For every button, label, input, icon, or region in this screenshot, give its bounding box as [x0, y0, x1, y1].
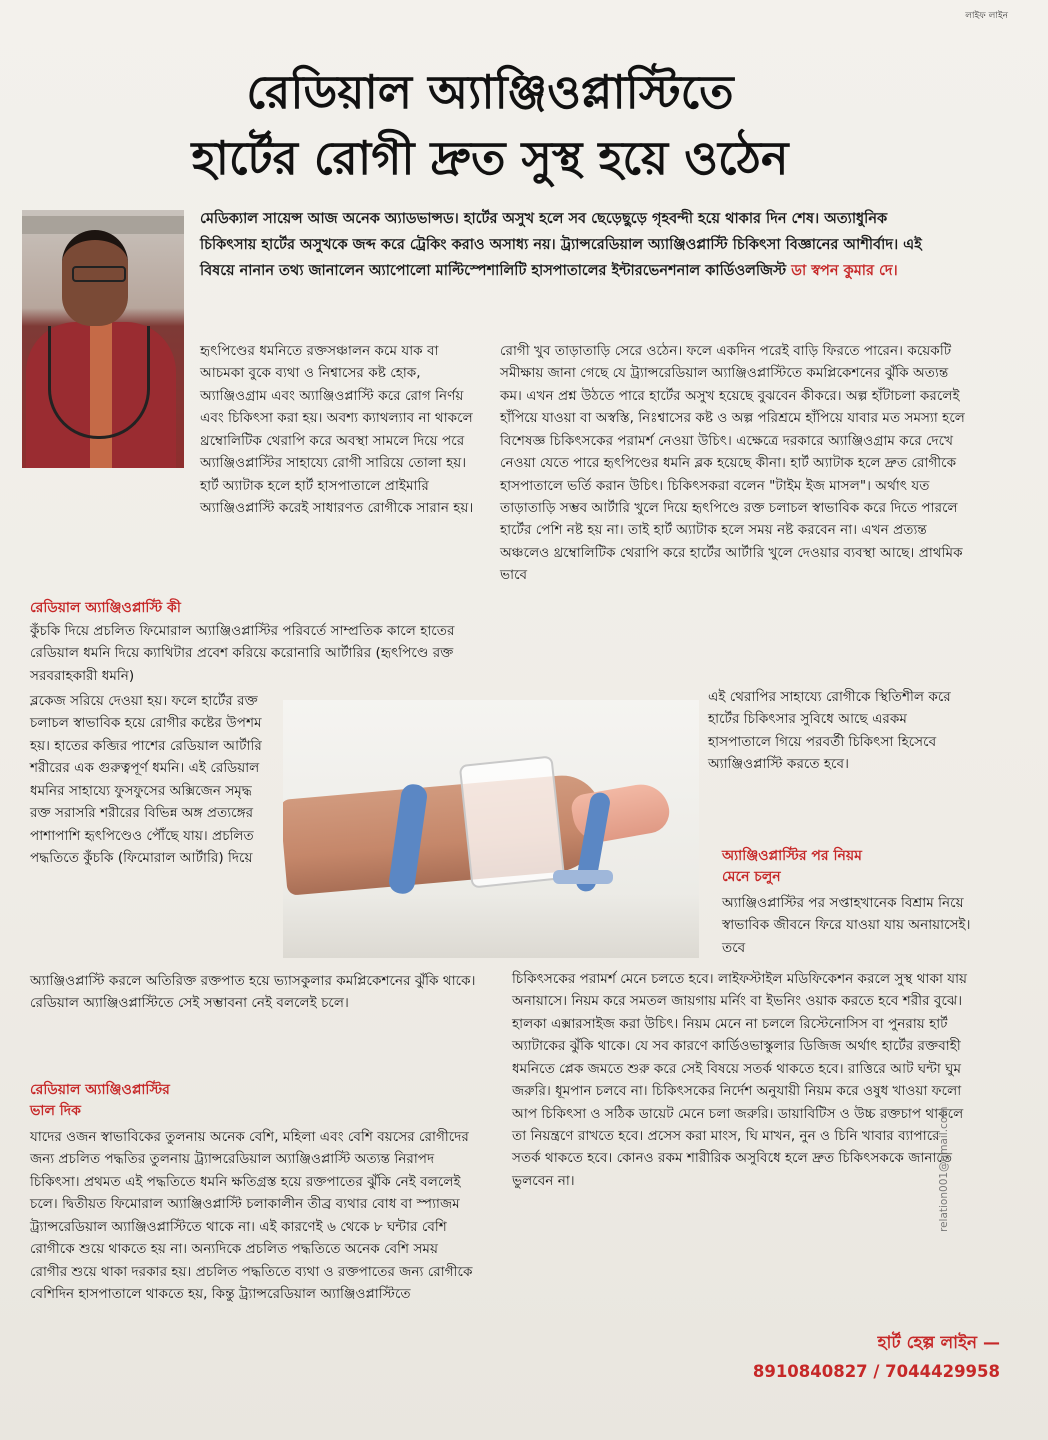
stethoscope-icon: [48, 326, 150, 439]
right-para-2a-block: [722, 892, 972, 959]
heading-aftercare: [722, 846, 972, 888]
heading-what-is: রেডিয়াল অ্যাঞ্জিওপ্লাস্টি কী: [30, 600, 181, 616]
bandaged-wrist-photo: [283, 700, 699, 958]
left-para-2a: কুঁচকি দিয়ে প্রচলিত ফিমোরাল অ্যাঞ্জিওপ্লাস্টির পরিবর্তে সাম্প্রতিক কালে হাতের রেডিয়াল ধমনি দিয়ে ক্যাথিটার প্রবেশ করিয়ে করোনারি আর্টারির (হৃৎপিণ্ডে রক্ত সরবরাহকারী ধমনি): [30, 623, 455, 684]
email-watermark: relation001@gmail.com: [938, 1106, 950, 1232]
compression-device: [459, 755, 565, 888]
right-para-2a: অ্যাঞ্জিওপ্লাস্টির পর সপ্তাহখানেক বিশ্রাম নিয়ে স্বাভাবিক জীবনে ফিরে যাওয়া যায় অনায়াসেই। তবে: [722, 895, 971, 956]
heading-benefits-line-2: ভাল দিক: [30, 1103, 81, 1119]
left-para-1-top: [200, 340, 476, 519]
right-para-1b: এই থেরাপির সাহায্যে রোগীকে স্থিতিশীল করে হার্টের চিকিৎসার সুবিধে আছে এরকম হাসপাতালে গিয়ে পরবর্তী চিকিৎসা হিসেবে অ্যাঞ্জিওপ্লাস্টি করতে হবে।: [708, 689, 951, 773]
hand-support: [553, 870, 613, 884]
headline-line-2: হার্টের রোগী দ্রুত সুস্থ হয়ে ওঠেন: [191, 131, 789, 185]
doctor-photo: [22, 210, 184, 468]
intro-paragraph: [200, 206, 936, 284]
helpline-numbers: 8910840827 / 7044429958: [752, 1362, 1000, 1381]
intro-text: মেডিক্যাল সায়েন্স আজ অনেক অ্যাডভান্সড। হার্টের অসুখ হলে সব ছেড়েছুড়ে গৃহবন্দী হয়ে থাকার দিন শেষ। অত্যাধুনিক চিকিৎসায় হার্টের অসুখকে জব্দ করে ট্রেকিং করাও অসাধ্য নয়। ট্র্যান্সরেডিয়াল অ্যাঞ্জিওপ্লাস্টি চিকিৎসা বিজ্ঞানের আশীর্বাদ। এই বিষয়ে নানান তথ্য জানালেন অ্যাপোলো মাল্টিস্পেশালিটি হাসপাতালের ইন্টারভেনশনাল কার্ডিওলজিস্ট: [200, 211, 922, 280]
left-para-2c: অ্যাঞ্জিওপ্লাস্টি করলে অতিরিক্ত রক্তপাত হয়ে ভ্যাসকুলার কমপ্লিকেশনের ঝুঁকি থাকে। রেডিয়াল অ্যাঞ্জিওপ্লাস্টিতে সেই সম্ভাবনা নেই বললেই চলে।: [30, 973, 476, 1012]
page-section-tag: লাইফ লাইন: [965, 11, 1008, 21]
glasses-icon: [72, 266, 126, 282]
helpline-label: হার্ট হেল্প লাইন —: [877, 1333, 1000, 1353]
left-para-2b-block: [30, 690, 276, 869]
left-para-2a-block: [30, 620, 478, 687]
doctor-name: ডা স্বপন কুমার দে।: [791, 263, 898, 280]
right-para-1b-block: [708, 686, 970, 776]
left-para-1: হৃৎপিণ্ডের ধমনিতে রক্তসঞ্চালন কমে যাক বা আচমকা বুকে ব্যথা ও নিশ্বাসের কষ্ট হোক, অ্যাঞ্জিওগ্রাম এবং অ্যাঞ্জিওপ্লাস্টি করে রোগ নির্ণয় এবং চিকিৎসা করা হয়। অবশ্য ক্যাথল্যাব না থাকলে থ্রম্বোলিটিক থেরাপি করে অবস্থা সামলে দিয়ে পরে অ্যাঞ্জিওপ্লাস্টির সাহায্যে রোগী সারিয়ে তোলা হয়। হার্ট অ্যাটাক হলে হার্ট হাসপাতালে প্রাইমারি অ্যাঞ্জিওপ্লাস্টি করেই সাধারণত রোগীকে সারান হয়।: [200, 343, 474, 516]
left-para-3-block: [30, 1126, 478, 1305]
left-para-2b: ব্লকেজ সরিয়ে দেওয়া হয়। ফলে হার্টের রক্ত চলাচল স্বাভাবিক হয়ে রোগীর কষ্টের উপশম হয়। হাতের কব্জির পাশের রেডিয়াল আর্টারি শরীরের এক গুরুত্বপূর্ণ ধমনি। এই রেডিয়াল ধমনির সাহায্যে ফুসফুসের অক্সিজেন সমৃদ্ধ রক্ত সরাসরি শরীরের বিভিন্ন অঙ্গ প্রত্যঙ্গের পাশাপাশি হৃৎপিণ্ডেও পৌঁছে যায়। প্রচলিত পদ্ধতিতে কুঁচকি (ফিমোরাল আর্টারি) দিয়ে: [30, 693, 262, 866]
right-para-2b-block: [512, 968, 972, 1192]
helpline-box: [700, 1330, 1000, 1381]
left-para-2c-block: [30, 970, 478, 1015]
heading-aftercare-line-2: মেনে চলুন: [722, 869, 781, 885]
right-para-1: রোগী খুব তাড়াতাড়ি সেরে ওঠেন। ফলে একদিন পরেই বাড়ি ফিরতে পারেন। কয়েকটি সমীক্ষায় জানা গেছে যে ট্র্যান্সরেডিয়াল অ্যাঞ্জিওপ্লাস্টিতে কমপ্লিকেশনের ঝুঁকি অত্যন্ত কম। এখন প্রশ্ন উঠতে পারে হার্টের অসুখ হয়েছে বুঝবেন কীকরে। অল্প হাঁটাচলা করলেই হাঁপিয়ে যাওয়া বা অস্বস্তি, নিঃশ্বাসের কষ্ট ও অল্প পরিশ্রমে হাঁপিয়ে যাবার মত সমস্যা হলে বিশেষজ্ঞ চিকিৎসকের পরামর্শ নেওয়া উচিৎ। এক্ষেত্রে দরকারে অ্যাঞ্জিওগ্রাম করে দেখে নেওয়া যেতে পারে হৃৎপিণ্ডের ধমনি ব্লক হয়েছে কীনা। হার্ট অ্যাটাক হলে দ্রুত রোগীকে হাসপাতালে ভর্তি করান উচিৎ। চিকিৎসকরা বলেন "টাইম ইজ মাসল"। অর্থাৎ যত তাড়াতাড়ি সম্ভব আর্টারি খুলে দিয়ে হৃৎপিণ্ডে রক্ত চলাচল স্বাভাবিক করে দিতে পারলে হার্টের পেশি নষ্ট হয় না। তাই হার্ট অ্যাটাক হলে সময় নষ্ট করবেন না। এখন প্রত্যন্ত অঞ্চলেও থ্রম্বোলিটিক থেরাপি করে হার্টের আর্টারি খুলে দেওয়ার ব্যবস্থা আছে। প্রাথমিক ভাবে: [500, 343, 965, 584]
headline-line-1: রেডিয়াল অ্যাঞ্জিওপ্লাস্টিতে: [246, 65, 734, 119]
heading-benefits-line-1: রেডিয়াল অ্যাঞ্জিওপ্লাস্টির: [30, 1082, 170, 1098]
left-para-3: যাদের ওজন স্বাভাবিকের তুলনায় অনেক বেশি, মহিলা এবং বেশি বয়সের রোগীদের জন্য প্রচলিত পদ্ধতির তুলনায় ট্র্যান্সরেডিয়াল অ্যাঞ্জিওপ্লাস্টি অত্যন্ত নিরাপদ চিকিৎসা। প্রথমত এই পদ্ধতিতে ধমনি ক্ষতিগ্রস্ত হয়ে রক্তপাতের ঝুঁকি নেই বললেই চলে। দ্বিতীয়ত ফিমোরাল অ্যাঞ্জিওপ্লাস্টি চলাকালীন তীব্র ব্যথার বোধ বা স্প্যাজম ট্র্যান্সরেডিয়াল অ্যাঞ্জিওপ্লাস্টিতে থাকে না। এই কারণেই ৬ থেকে ৮ ঘন্টার বেশি রোগীকে শুয়ে থাকতে হয় না। অন্যদিকে প্রচলিত পদ্ধতিতে অনেক বেশি সময় রোগীর শুয়ে থাকা দরকার হয়। প্রচলিত পদ্ধতিতে ব্যথা ও রক্তপাতের জন্য রোগীকে বেশিদিন হাসপাতালে থাকতে হয়, কিন্তু ট্র্যান্সরেডিয়াল অ্যাঞ্জিওপ্লাস্টিতে: [30, 1129, 473, 1302]
right-para-2b: চিকিৎসকের পরামর্শ মেনে চলতে হবে। লাইফস্টাইল মডিফিকেশন করলে সুস্থ থাকা যায় অনায়াসে। নিয়ম করে সমতল জায়গায় মর্নিং বা ইভনিং ওয়াক করতে হবে শরীর বুঝে। হালকা এক্সারসাইজ করা উচিৎ। নিয়ম মেনে না চললে রিস্টেনোসিস বা পুনরায় হার্ট অ্যাটাকের ঝুঁকি থাকে। যে সব কারণে কার্ডিওভাস্কুলার ডিজিজ অর্থাৎ হার্টের রক্তবাহী ধমনিতে প্লেক জমতে শুরু করে সেই বিষয়ে সতর্ক থাকতে হবে। রাত্তিরে আট ঘন্টা ঘুম জরুরি। ধূমপান চলবে না। চিকিৎসকের নির্দেশ অনুযায়ী নিয়ম করে ওষুধ খাওয়া ফলো আপ চিকিৎসা ও সঠিক ডায়েট মেনে চলা জরুরি। ডায়াবিটিস ও উচ্চ রক্তচাপ থাকলে তা নিয়ন্ত্রণে রাখতে হবে। প্রসেস করা মাংস, ঘি মাখন, নুন ও চিনি খাবার ব্যাপারে সতর্ক থাকতে হবে। কোনও রকম শারীরিক অসুবিধে হলে দ্রুত চিকিৎসককে জানাতে ভুলবেন না।: [512, 971, 968, 1189]
heading-aftercare-line-1: অ্যাঞ্জিওপ্লাস্টির পর নিয়ম: [722, 848, 862, 864]
heading-benefits: [30, 1080, 450, 1122]
right-para-1-block: [500, 340, 970, 587]
